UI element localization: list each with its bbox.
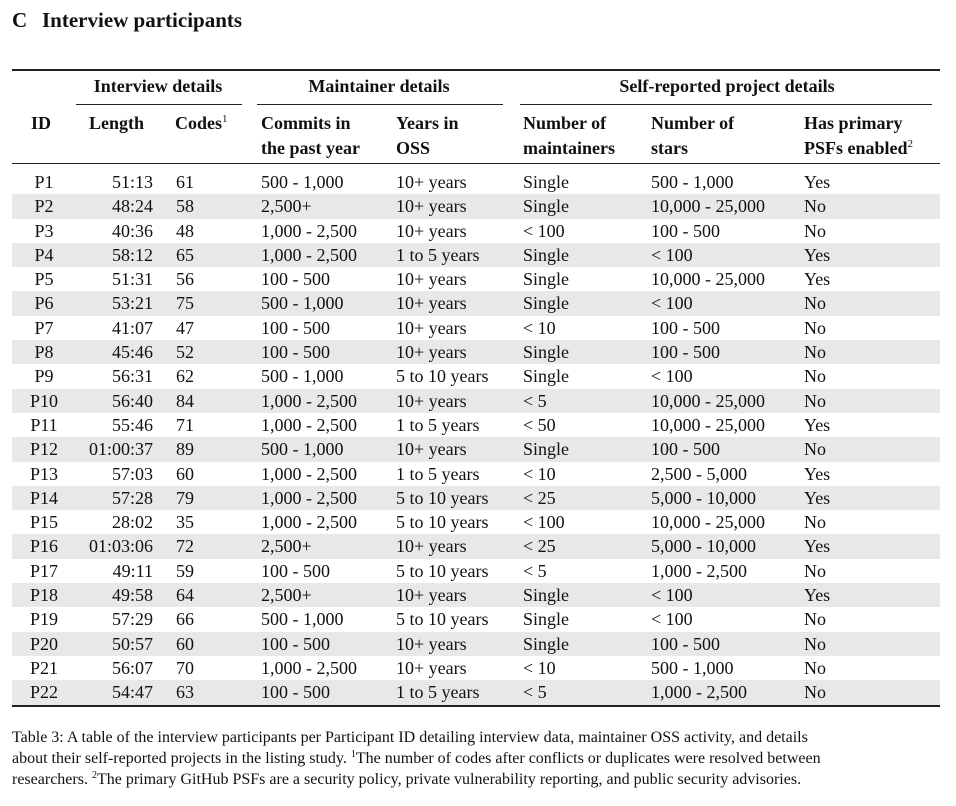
cell-codes: 52 bbox=[176, 342, 194, 363]
cell-years: 5 to 10 years bbox=[396, 366, 489, 387]
table-row bbox=[12, 316, 940, 340]
cell-psf: Yes bbox=[804, 487, 831, 508]
table-row bbox=[12, 170, 940, 194]
stars-line-2: stars bbox=[651, 138, 688, 158]
cell-codes: 56 bbox=[176, 269, 194, 290]
cell-codes: 72 bbox=[176, 536, 194, 557]
cell-psf: No bbox=[804, 220, 826, 241]
cell-commits: 100 - 500 bbox=[261, 342, 330, 363]
footnote-marker-1: 1 bbox=[222, 113, 228, 125]
section-letter: C bbox=[12, 8, 28, 32]
cell-length: 01:03:06 bbox=[88, 536, 153, 557]
cell-codes: 48 bbox=[176, 220, 194, 241]
cell-years: 10+ years bbox=[396, 657, 467, 678]
group-header-interview: Interview details bbox=[93, 76, 223, 96]
years-line-2: OSS bbox=[396, 138, 431, 158]
cell-id: P21 bbox=[29, 657, 58, 678]
caption-footnote-1-text: The number of codes after conflicts or duplicates were resolved between bbox=[355, 750, 821, 767]
cell-length: 50:57 bbox=[111, 633, 153, 654]
column-header-psf bbox=[804, 111, 913, 161]
cell-psf: No bbox=[804, 633, 826, 654]
cell-length: 55:46 bbox=[111, 414, 153, 435]
cell-psf: Yes bbox=[804, 244, 831, 265]
cell-id: P18 bbox=[29, 585, 58, 606]
cell-codes: 79 bbox=[176, 487, 194, 508]
group-underline-interview bbox=[76, 104, 242, 105]
cell-years: 10+ years bbox=[396, 196, 467, 217]
cell-id: P9 bbox=[34, 366, 54, 387]
cell-years: 10+ years bbox=[396, 536, 467, 557]
cell-stars: < 100 bbox=[651, 244, 693, 265]
cell-length: 45:46 bbox=[111, 342, 153, 363]
cell-maintainers: < 10 bbox=[523, 657, 556, 678]
cell-psf: Yes bbox=[804, 463, 831, 484]
cell-stars: 2,500 - 5,000 bbox=[651, 463, 747, 484]
cell-stars: 500 - 1,000 bbox=[651, 172, 734, 192]
psf-line-1: Has primary bbox=[804, 113, 903, 133]
table-row bbox=[12, 680, 940, 704]
caption-line-1: Table 3: A table of the interview participants per Participant ID detailing interview data, maintainer OSS activity, and details bbox=[12, 729, 808, 746]
cell-stars: < 100 bbox=[651, 366, 693, 387]
cell-commits: 1,000 - 2,500 bbox=[261, 220, 357, 241]
stars-line-1: Number of bbox=[651, 113, 735, 133]
cell-psf: No bbox=[804, 342, 826, 363]
table-row bbox=[12, 632, 940, 656]
table-row bbox=[12, 389, 940, 413]
cell-codes: 66 bbox=[176, 609, 194, 630]
cell-commits: 1,000 - 2,500 bbox=[261, 512, 357, 533]
cell-maintainers: Single bbox=[523, 633, 570, 654]
cell-codes: 58 bbox=[176, 196, 194, 217]
table-row bbox=[12, 510, 940, 534]
group-underline-project bbox=[520, 104, 932, 105]
cell-maintainers: Single bbox=[523, 342, 570, 363]
cell-psf: No bbox=[804, 366, 826, 387]
cell-codes: 89 bbox=[176, 439, 194, 460]
psf-label: PSFs enabled bbox=[804, 138, 908, 158]
cell-maintainers: < 100 bbox=[523, 512, 565, 533]
cell-psf: No bbox=[804, 512, 826, 533]
cell-years: 5 to 10 years bbox=[396, 609, 489, 630]
cell-psf: No bbox=[804, 609, 826, 630]
cell-commits: 1,000 - 2,500 bbox=[261, 244, 357, 265]
cell-id: P15 bbox=[29, 512, 58, 533]
cell-codes: 65 bbox=[176, 244, 194, 265]
cell-commits: 1,000 - 2,500 bbox=[261, 657, 357, 678]
cell-stars: 5,000 - 10,000 bbox=[651, 536, 756, 557]
maintainers-line-1: Number of bbox=[523, 113, 607, 133]
cell-maintainers: < 5 bbox=[523, 560, 547, 581]
cell-commits: 100 - 500 bbox=[261, 633, 330, 654]
cell-id: P5 bbox=[34, 269, 54, 290]
table-row bbox=[12, 437, 940, 461]
cell-years: 10+ years bbox=[396, 390, 467, 411]
cell-years: 1 to 5 years bbox=[396, 463, 480, 484]
cell-length: 40:36 bbox=[111, 220, 153, 241]
cell-commits: 500 - 1,000 bbox=[261, 293, 344, 314]
cell-stars: 100 - 500 bbox=[651, 342, 720, 363]
cell-stars: 100 - 500 bbox=[651, 220, 720, 241]
cell-length: 01:00:37 bbox=[88, 439, 153, 460]
cell-length: 57:03 bbox=[111, 463, 153, 484]
column-header-stars bbox=[651, 111, 734, 161]
caption-line-3 bbox=[12, 769, 942, 790]
cell-codes: 62 bbox=[176, 366, 194, 387]
table-row bbox=[12, 243, 940, 267]
table-row bbox=[12, 583, 940, 607]
cell-codes: 71 bbox=[176, 414, 194, 435]
table-row bbox=[12, 194, 940, 218]
cell-stars: 1,000 - 2,500 bbox=[651, 560, 747, 581]
cell-years: 10+ years bbox=[396, 293, 467, 314]
cell-years: 10+ years bbox=[396, 585, 467, 606]
cell-id: P11 bbox=[30, 414, 58, 435]
cell-years: 1 to 5 years bbox=[396, 682, 480, 703]
cell-stars: < 100 bbox=[651, 585, 693, 606]
table-row bbox=[12, 486, 940, 510]
cell-years: 5 to 10 years bbox=[396, 487, 489, 508]
cell-id: P17 bbox=[29, 560, 58, 581]
cell-years: 1 to 5 years bbox=[396, 414, 480, 435]
table-row bbox=[12, 340, 940, 364]
cell-maintainers: < 10 bbox=[523, 463, 556, 484]
cell-maintainers: Single bbox=[523, 196, 570, 217]
cell-length: 56:31 bbox=[111, 366, 153, 387]
years-line-1: Years in bbox=[396, 113, 459, 133]
cell-years: 10+ years bbox=[396, 269, 467, 290]
cell-length: 49:11 bbox=[112, 560, 153, 581]
table-row bbox=[12, 559, 940, 583]
table-row bbox=[12, 219, 940, 243]
cell-maintainers: Single bbox=[523, 293, 570, 314]
table-row bbox=[12, 656, 940, 680]
table-caption bbox=[12, 727, 942, 790]
cell-maintainers: < 5 bbox=[523, 390, 547, 411]
cell-length: 57:28 bbox=[111, 487, 153, 508]
cell-commits: 100 - 500 bbox=[261, 682, 330, 703]
cell-commits: 1,000 - 2,500 bbox=[261, 487, 357, 508]
cell-psf: No bbox=[804, 657, 826, 678]
cell-years: 1 to 5 years bbox=[396, 244, 480, 265]
cell-commits: 1,000 - 2,500 bbox=[261, 463, 357, 484]
cell-psf: Yes bbox=[804, 172, 831, 192]
table-row bbox=[12, 534, 940, 558]
cell-id: P10 bbox=[29, 390, 58, 411]
cell-psf: No bbox=[804, 682, 826, 703]
cell-id: P1 bbox=[34, 172, 54, 192]
cell-commits: 2,500+ bbox=[261, 196, 312, 217]
table-body bbox=[12, 170, 940, 705]
table-row bbox=[12, 267, 940, 291]
cell-codes: 35 bbox=[176, 512, 194, 533]
cell-years: 10+ years bbox=[396, 342, 467, 363]
cell-psf: No bbox=[804, 317, 826, 338]
cell-maintainers: < 50 bbox=[523, 414, 556, 435]
cell-id: P20 bbox=[29, 633, 58, 654]
cell-maintainers: < 10 bbox=[523, 317, 556, 338]
cell-psf: Yes bbox=[804, 585, 831, 606]
cell-stars: 5,000 - 10,000 bbox=[651, 487, 756, 508]
cell-codes: 63 bbox=[176, 682, 194, 703]
cell-commits: 500 - 1,000 bbox=[261, 439, 344, 460]
column-header-length: Length bbox=[89, 113, 145, 133]
cell-years: 10+ years bbox=[396, 317, 467, 338]
cell-stars: < 100 bbox=[651, 609, 693, 630]
cell-psf: No bbox=[804, 439, 826, 460]
footnote-marker-2: 2 bbox=[907, 138, 914, 150]
cell-id: P14 bbox=[29, 487, 58, 508]
cell-maintainers: < 5 bbox=[523, 682, 547, 703]
cell-length: 51:31 bbox=[111, 269, 153, 290]
cell-maintainers: Single bbox=[523, 585, 570, 606]
cell-length: 56:07 bbox=[111, 657, 153, 678]
cell-years: 10+ years bbox=[396, 172, 467, 192]
cell-stars: 10,000 - 25,000 bbox=[651, 269, 765, 290]
cell-id: P16 bbox=[29, 536, 58, 557]
cell-years: 5 to 10 years bbox=[396, 560, 489, 581]
cell-maintainers: Single bbox=[523, 172, 570, 192]
caption-footnote-1-marker: 1 bbox=[350, 749, 356, 760]
cell-stars: 100 - 500 bbox=[651, 317, 720, 338]
cell-id: P6 bbox=[34, 293, 54, 314]
header-rule bbox=[12, 163, 940, 164]
cell-length: 58:12 bbox=[111, 244, 153, 265]
cell-commits: 100 - 500 bbox=[261, 560, 330, 581]
cell-codes: 59 bbox=[176, 560, 194, 581]
table-row bbox=[12, 607, 940, 631]
cell-length: 49:58 bbox=[111, 585, 153, 606]
cell-maintainers: < 25 bbox=[523, 487, 556, 508]
caption-line-2 bbox=[12, 748, 942, 769]
cell-codes: 47 bbox=[176, 317, 194, 338]
cell-commits: 100 - 500 bbox=[261, 317, 330, 338]
group-header-maintainer: Maintainer details bbox=[308, 76, 450, 96]
cell-years: 10+ years bbox=[396, 220, 467, 241]
cell-psf: Yes bbox=[804, 414, 831, 435]
cell-psf: No bbox=[804, 293, 826, 314]
table-row bbox=[12, 413, 940, 437]
cell-length: 51:13 bbox=[111, 172, 153, 192]
cell-codes: 64 bbox=[176, 585, 194, 606]
cell-commits: 1,000 - 2,500 bbox=[261, 390, 357, 411]
cell-stars: < 100 bbox=[651, 293, 693, 314]
cell-years: 10+ years bbox=[396, 633, 467, 654]
caption-line-2-text: about their self-reported projects in the listing study. bbox=[12, 750, 351, 767]
cell-id: P8 bbox=[34, 342, 54, 363]
cell-id: P3 bbox=[34, 220, 54, 241]
group-underline-maintainer bbox=[257, 104, 503, 105]
cell-stars: 10,000 - 25,000 bbox=[651, 196, 765, 217]
cell-stars: 10,000 - 25,000 bbox=[651, 390, 765, 411]
commits-line-1: Commits in bbox=[261, 113, 351, 133]
cell-length: 57:29 bbox=[111, 609, 153, 630]
cell-stars: 100 - 500 bbox=[651, 633, 720, 654]
cell-codes: 84 bbox=[176, 390, 194, 411]
column-header-codes bbox=[175, 111, 228, 136]
psf-line-2 bbox=[804, 136, 913, 161]
cell-length: 41:07 bbox=[111, 317, 153, 338]
cell-codes: 61 bbox=[176, 172, 194, 192]
section-heading bbox=[12, 8, 242, 33]
cell-psf: Yes bbox=[804, 536, 831, 557]
cell-maintainers: Single bbox=[523, 269, 570, 290]
cell-stars: 1,000 - 2,500 bbox=[651, 682, 747, 703]
cell-maintainers: Single bbox=[523, 439, 570, 460]
section-title: Interview participants bbox=[42, 8, 243, 32]
cell-length: 48:24 bbox=[111, 196, 153, 217]
cell-stars: 500 - 1,000 bbox=[651, 657, 734, 678]
column-header-id: ID bbox=[31, 113, 52, 133]
cell-years: 10+ years bbox=[396, 439, 467, 460]
cell-id: P4 bbox=[34, 244, 54, 265]
cell-codes: 60 bbox=[176, 463, 194, 484]
cell-length: 28:02 bbox=[111, 512, 153, 533]
cell-length: 56:40 bbox=[111, 390, 153, 411]
caption-footnote-2-marker: 2 bbox=[91, 770, 97, 781]
cell-commits: 1,000 - 2,500 bbox=[261, 414, 357, 435]
cell-commits: 2,500+ bbox=[261, 585, 312, 606]
cell-maintainers: < 100 bbox=[523, 220, 565, 241]
column-header-maintainers bbox=[523, 111, 615, 161]
cell-length: 53:21 bbox=[111, 293, 153, 314]
cell-id: P19 bbox=[29, 609, 58, 630]
cell-maintainers: < 25 bbox=[523, 536, 556, 557]
cell-stars: 10,000 - 25,000 bbox=[651, 414, 765, 435]
cell-id: P7 bbox=[34, 317, 54, 338]
cell-psf: No bbox=[804, 196, 826, 217]
column-header-commits bbox=[261, 111, 360, 161]
cell-id: P2 bbox=[34, 196, 54, 217]
cell-stars: 100 - 500 bbox=[651, 439, 720, 460]
codes-label: Codes bbox=[175, 113, 223, 133]
table-bottom-rule bbox=[12, 705, 940, 707]
cell-commits: 500 - 1,000 bbox=[261, 366, 344, 387]
cell-id: P13 bbox=[29, 463, 58, 484]
commits-line-2: the past year bbox=[261, 138, 360, 158]
cell-psf: No bbox=[804, 390, 826, 411]
caption-line-3-text: researchers. bbox=[12, 771, 92, 788]
cell-commits: 500 - 1,000 bbox=[261, 609, 344, 630]
cell-id: P12 bbox=[29, 439, 58, 460]
cell-length: 54:47 bbox=[111, 682, 153, 703]
cell-stars: 10,000 - 25,000 bbox=[651, 512, 765, 533]
cell-maintainers: Single bbox=[523, 609, 570, 630]
cell-psf: Yes bbox=[804, 269, 831, 290]
table-row bbox=[12, 291, 940, 315]
caption-footnote-2-text: The primary GitHub PSFs are a security policy, private vulnerability reporting, and public security advisories. bbox=[96, 771, 802, 788]
cell-codes: 75 bbox=[176, 293, 194, 314]
table-top-rule bbox=[12, 69, 940, 71]
table-row bbox=[12, 364, 940, 388]
cell-commits: 100 - 500 bbox=[261, 269, 330, 290]
cell-commits: 2,500+ bbox=[261, 536, 312, 557]
cell-codes: 60 bbox=[176, 633, 194, 654]
cell-codes: 70 bbox=[176, 657, 194, 678]
group-header-project: Self-reported project details bbox=[619, 76, 835, 96]
cell-commits: 500 - 1,000 bbox=[261, 172, 344, 192]
column-header-years bbox=[396, 111, 459, 161]
maintainers-line-2: maintainers bbox=[523, 138, 615, 158]
cell-years: 5 to 10 years bbox=[396, 512, 489, 533]
cell-psf: No bbox=[804, 560, 826, 581]
cell-id: P22 bbox=[29, 682, 58, 703]
table-row bbox=[12, 462, 940, 486]
cell-maintainers: Single bbox=[523, 244, 570, 265]
cell-maintainers: Single bbox=[523, 366, 570, 387]
